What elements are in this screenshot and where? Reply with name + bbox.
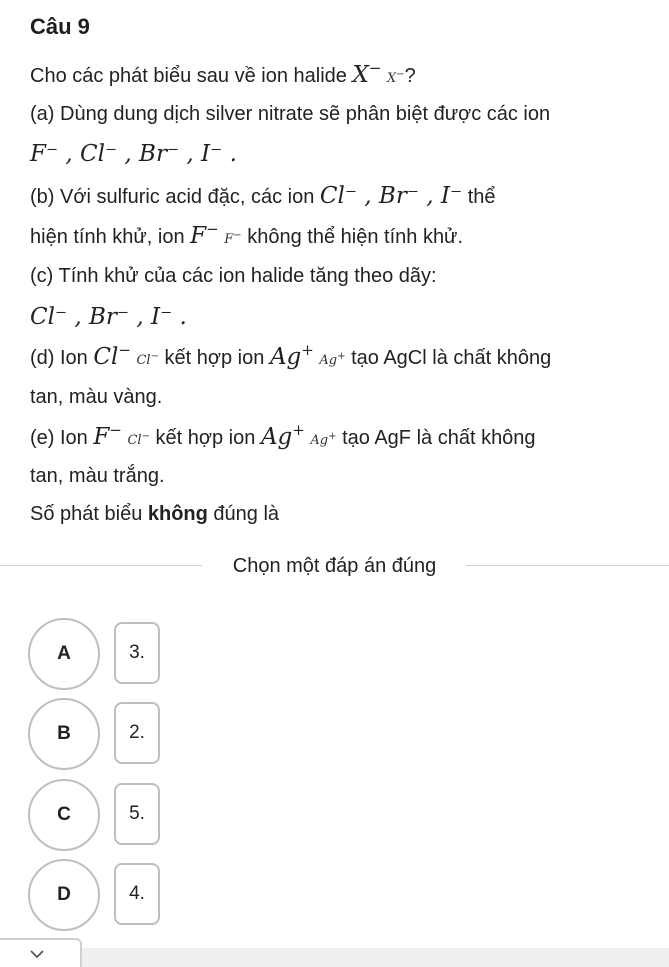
option-a[interactable]	[28, 618, 278, 694]
option-b-letter[interactable]: B	[28, 698, 100, 770]
statement-e-cont: tan, màu trắng.	[30, 465, 165, 487]
question-intro: Cho các phát biểu sau về ion halide X− X−?	[30, 59, 416, 88]
option-d[interactable]	[28, 859, 278, 935]
statement-a: (a) Dùng dung dịch silver nitrate sẽ phân biệt được các ion	[30, 103, 551, 125]
option-c-letter[interactable]: C	[28, 779, 100, 851]
statement-d-cont: tan, màu vàng.	[30, 386, 163, 408]
option-b[interactable]	[28, 698, 278, 774]
statement-e: (e) Ion F− Cl− kết hợp ion Ag+ Ag+ tạo AgF là chất không	[30, 421, 536, 450]
option-b-value[interactable]: 2.	[114, 702, 160, 764]
option-c-value[interactable]: 5.	[114, 783, 160, 845]
option-d-value[interactable]: 4.	[114, 863, 160, 925]
option-c[interactable]	[28, 779, 278, 855]
question-title: Câu 9	[30, 14, 90, 39]
chevron-down-icon[interactable]	[30, 947, 44, 961]
statement-a-ions: F⁻ , Cl⁻ , Br⁻ , I⁻ .	[30, 141, 237, 167]
question-ask: Số phát biểu không đúng là	[30, 503, 280, 525]
statement-d: (d) Ion Cl− Cl− kết hợp ion Ag+ Ag+ tạo AgCl là chất không	[30, 341, 552, 370]
statement-b-cont: hiện tính khử, ion F− F− không thể hiện tính khử.	[30, 220, 464, 249]
option-a-letter[interactable]: A	[28, 618, 100, 690]
divider-right	[466, 565, 669, 566]
option-d-letter[interactable]: D	[28, 859, 100, 931]
statement-b: (b) Với sulfuric acid đặc, các ion Cl⁻ , Br⁻ , I⁻ thể	[30, 183, 496, 209]
statement-c: (c) Tính khử của các ion halide tăng theo dãy:	[30, 265, 437, 287]
statement-c-ions: Cl⁻ , Br⁻ , I⁻ .	[30, 304, 187, 330]
bottom-strip	[82, 948, 669, 967]
option-a-value[interactable]: 3.	[114, 622, 160, 684]
answer-prompt: Chọn một đáp án đúng	[232, 555, 437, 577]
